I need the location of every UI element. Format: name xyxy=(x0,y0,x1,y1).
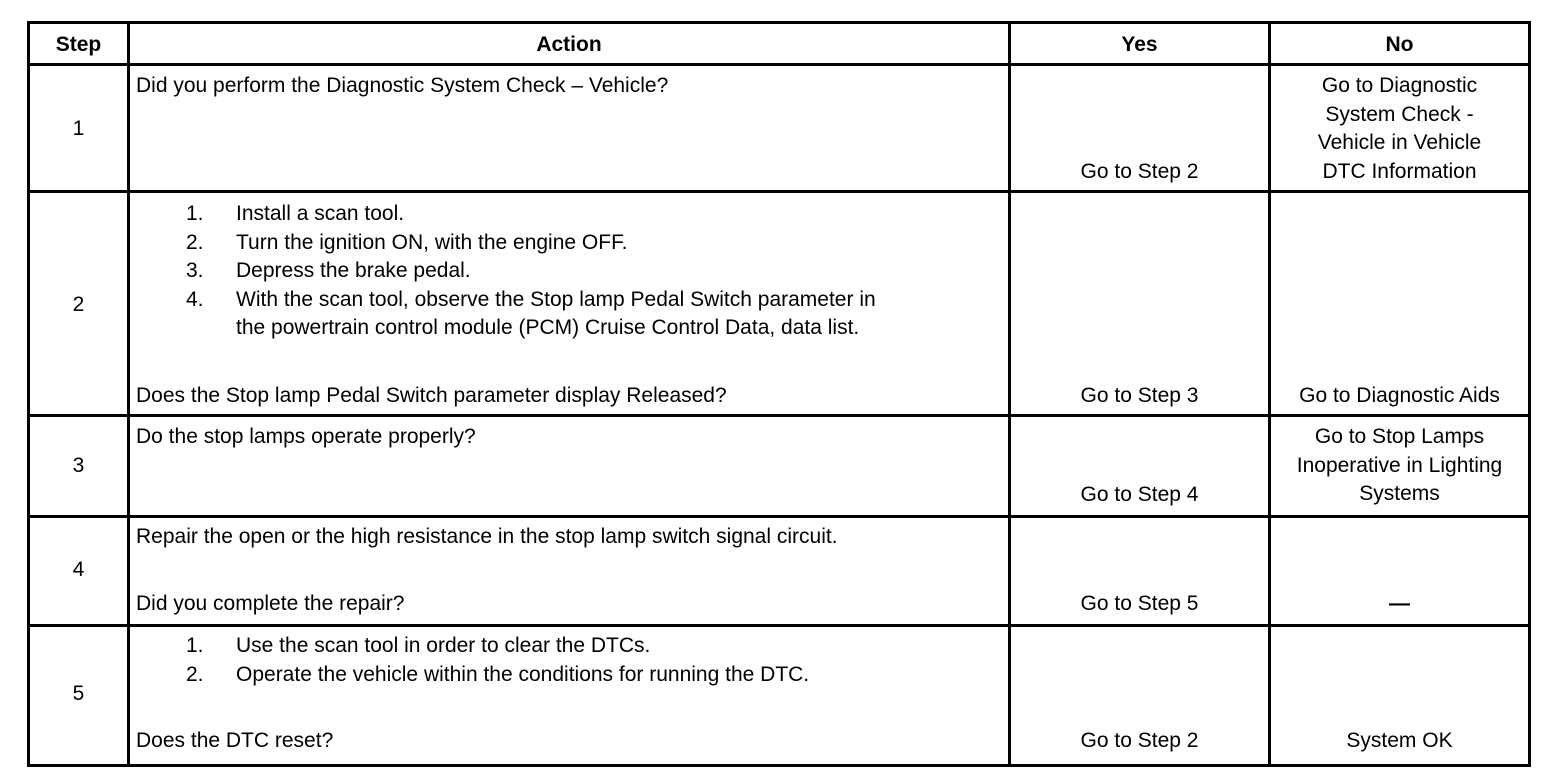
action-question: Does the Stop lamp Pedal Switch parameter display Released? xyxy=(136,384,727,407)
header-step: Step xyxy=(55,33,102,56)
action-question: Does the DTC reset? xyxy=(136,729,334,752)
row-divider xyxy=(30,190,1528,193)
no-result: Go to Diagnostic Aids xyxy=(1299,384,1500,407)
no-result: — xyxy=(1389,592,1410,615)
step-number: 2 xyxy=(72,293,85,316)
action-steps-list xyxy=(136,200,876,343)
step-number: 4 xyxy=(72,558,85,581)
row-divider xyxy=(30,515,1528,518)
list-item: 4. With the scan tool, observe the Stop lamp Pedal Switch parameter in the powertrain control module (PCM) Cruise Control Data, data list. xyxy=(186,287,876,339)
action-steps-list xyxy=(136,632,809,689)
step-number: 1 xyxy=(72,117,85,140)
no-result: Go to Stop Lamps Inoperative in Lighting Systems xyxy=(1296,425,1503,505)
list-item: 2. Turn the ignition ON, with the engine OFF. xyxy=(186,230,628,254)
action-text: Did you perform the Diagnostic System Check – Vehicle? xyxy=(136,74,669,97)
header-no: No xyxy=(1385,33,1414,56)
row-divider xyxy=(30,624,1528,627)
yes-result: Go to Step 2 xyxy=(1080,729,1199,752)
list-item: 1. Use the scan tool in order to clear the DTCs. xyxy=(186,634,651,657)
column-divider xyxy=(127,24,130,764)
step-number: 3 xyxy=(72,454,85,477)
yes-result: Go to Step 2 xyxy=(1080,160,1199,183)
yes-result: Go to Step 5 xyxy=(1080,592,1199,615)
list-item: 1. Install a scan tool. xyxy=(186,202,405,225)
action-question: Did you complete the repair? xyxy=(136,592,405,615)
yes-result: Go to Step 4 xyxy=(1080,483,1199,506)
action-text: Do the stop lamps operate properly? xyxy=(136,425,476,448)
header-yes: Yes xyxy=(1121,33,1158,56)
step-number: 5 xyxy=(72,682,85,705)
header-action: Action xyxy=(536,33,602,56)
yes-result: Go to Step 3 xyxy=(1080,384,1199,407)
diagnostic-table xyxy=(27,21,1531,767)
action-text: Repair the open or the high resistance in the stop lamp switch signal circuit. xyxy=(136,525,838,548)
list-item: 2. Operate the vehicle within the conditions for running the DTC. xyxy=(186,662,810,686)
row-divider xyxy=(30,414,1528,417)
row-divider xyxy=(30,63,1528,66)
no-result: Go to Diagnostic System Check - Vehicle in Vehicle DTC Information xyxy=(1317,74,1482,183)
list-item: 3. Depress the brake pedal. xyxy=(186,259,471,282)
no-result: System OK xyxy=(1346,729,1453,752)
